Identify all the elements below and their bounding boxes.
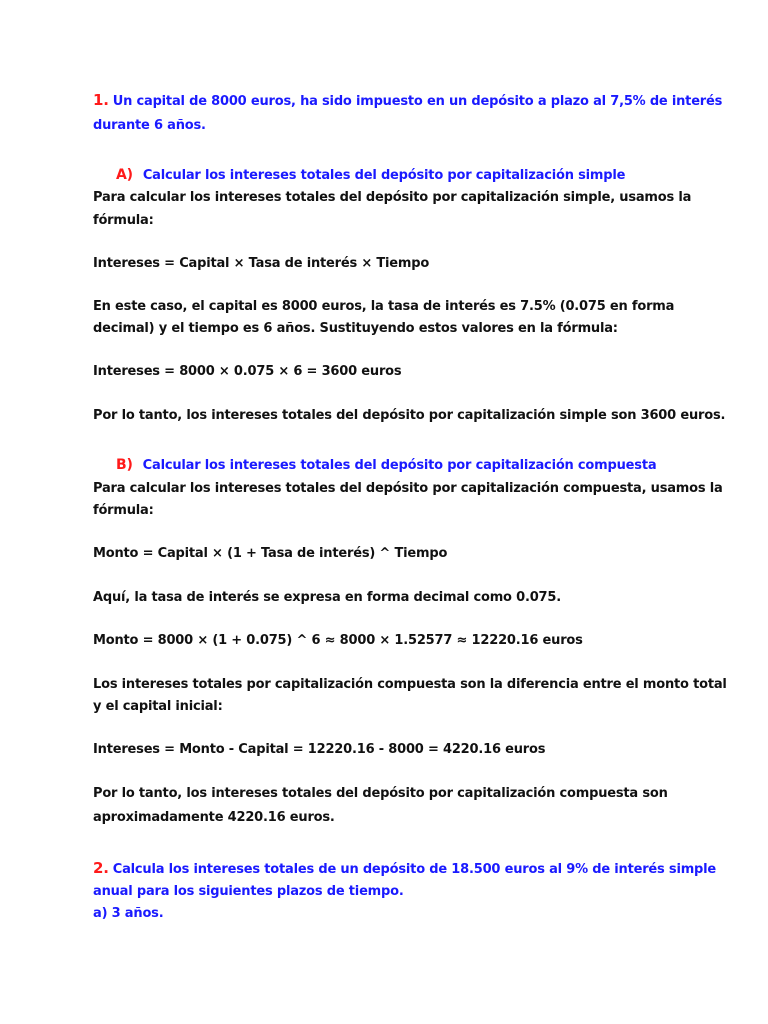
part-b-heading-text: Calcular los intereses totales del depósito por capitalización compuesta bbox=[142, 458, 657, 473]
question-1-number: 1. bbox=[93, 91, 109, 109]
question-2-text: Calcula los intereses totales de un depósito de 18.500 euros al 9% de interés simple bbox=[112, 862, 717, 877]
part-a-case-line-1: En este caso, el capital es 8000 euros, la tasa de interés es 7.5% (0.075 en forma bbox=[93, 299, 675, 314]
part-b-intro-line-2: fórmula: bbox=[93, 503, 154, 518]
question-2-line-1 bbox=[93, 860, 716, 878]
part-a-heading bbox=[116, 167, 625, 184]
question-1-text: Un capital de 8000 euros, ha sido impuesto en un depósito a plazo al 7,5% de interés bbox=[112, 94, 723, 109]
part-a-conclusion: Por lo tanto, los intereses totales del depósito por capitalización simple son 3600 euros. bbox=[93, 408, 726, 423]
part-b-conclusion-line-1: Por lo tanto, los intereses totales del depósito por capitalización compuesta son bbox=[93, 786, 668, 801]
question-2-item-a: a) 3 años. bbox=[93, 906, 164, 921]
part-b-rate-note: Aquí, la tasa de interés se expresa en forma decimal como 0.075. bbox=[93, 590, 561, 605]
part-a-heading-text: Calcular los intereses totales del depósito por capitalización simple bbox=[142, 168, 626, 183]
part-b-diff-line-2: y el capital inicial: bbox=[93, 699, 223, 714]
part-b-intro-line-1: Para calcular los intereses totales del depósito por capitalización compuesta, usamos la bbox=[93, 481, 723, 496]
part-a-formula: Intereses = Capital × Tasa de interés × Tiempo bbox=[93, 256, 430, 271]
part-a-case-line-2: decimal) y el tiempo es 6 años. Sustituyendo estos valores en la fórmula: bbox=[93, 321, 618, 336]
question-1-line-1 bbox=[93, 92, 722, 110]
question-1-line-2: durante 6 años. bbox=[93, 118, 206, 133]
part-a-letter: A) bbox=[116, 167, 133, 183]
part-b-diff-line-1: Los intereses totales por capitalización compuesta son la diferencia entre el monto total bbox=[93, 677, 727, 692]
part-b-calc-interest: Intereses = Monto - Capital = 12220.16 - 8000 = 4220.16 euros bbox=[93, 742, 546, 757]
question-2-line-2: anual para los siguientes plazos de tiempo. bbox=[93, 884, 404, 899]
part-b-calc-monto: Monto = 8000 × (1 + 0.075) ^ 6 ≈ 8000 × 1.52577 ≈ 12220.16 euros bbox=[93, 633, 583, 648]
part-b-conclusion-line-2: aproximadamente 4220.16 euros. bbox=[93, 810, 335, 825]
question-2-number: 2. bbox=[93, 859, 109, 877]
part-b-heading bbox=[116, 457, 656, 474]
part-a-intro-line-1: Para calcular los intereses totales del depósito por capitalización simple, usamos la bbox=[93, 190, 692, 205]
part-b-formula: Monto = Capital × (1 + Tasa de interés) ^ Tiempo bbox=[93, 546, 448, 561]
part-a-calculation: Intereses = 8000 × 0.075 × 6 = 3600 euros bbox=[93, 364, 402, 379]
part-a-intro-line-2: fórmula: bbox=[93, 213, 154, 228]
part-b-letter: B) bbox=[116, 457, 133, 473]
